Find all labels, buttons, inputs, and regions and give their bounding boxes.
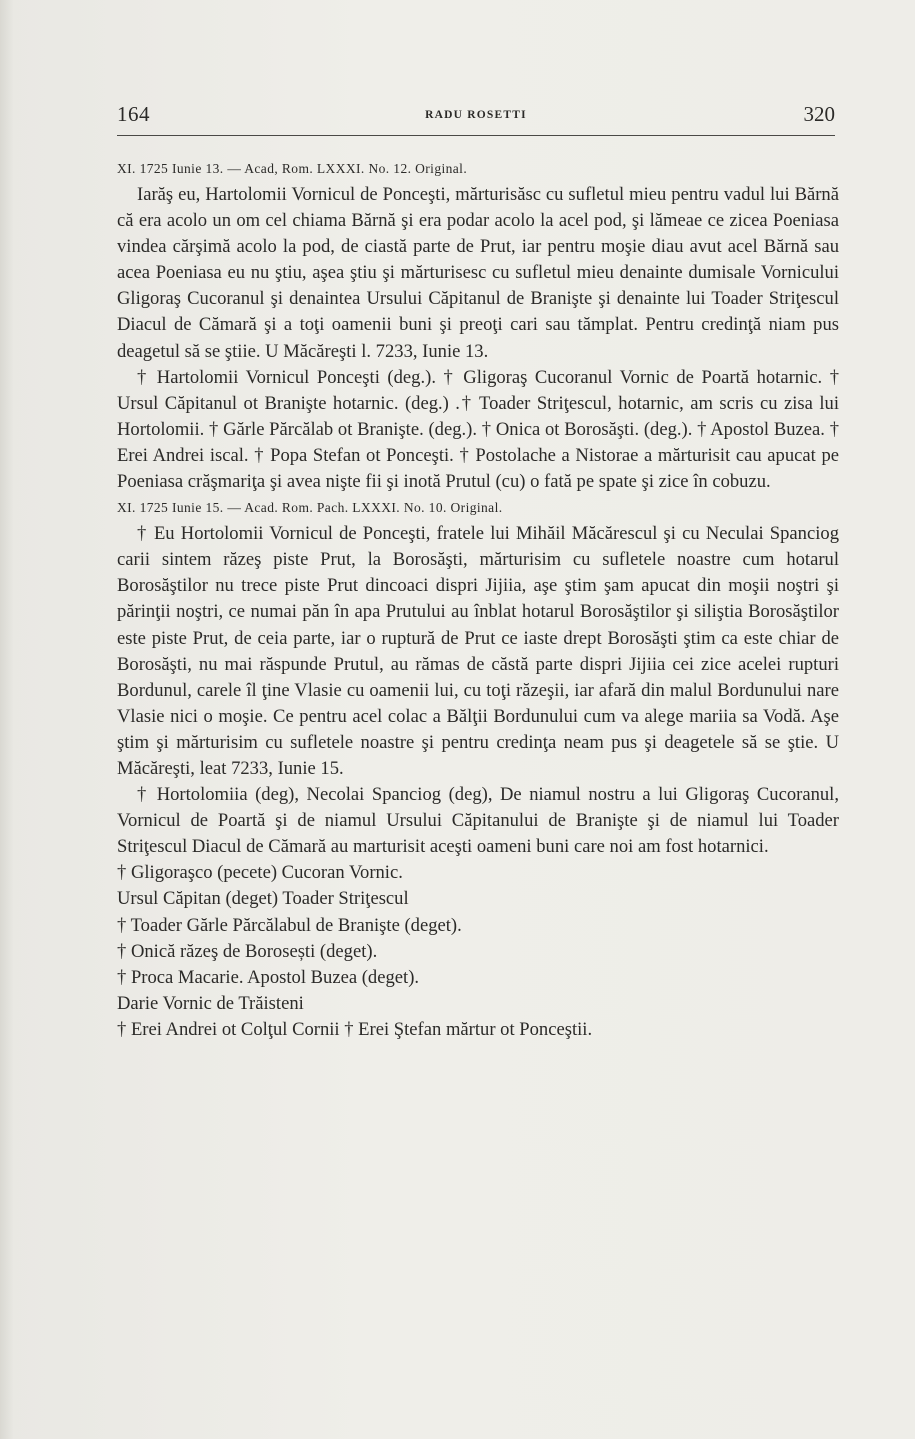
page-number: 164 xyxy=(117,102,150,126)
page-header xyxy=(117,100,835,138)
signature-line: † Onică răzeş de Borosești (deget). xyxy=(117,940,378,962)
page-gutter-shadow xyxy=(0,0,14,1439)
signature-line: † Erei Andrei ot Colţul Cornii † Erei Ştefan mărtur ot Ponceştii. xyxy=(117,1018,593,1040)
page-body xyxy=(117,156,839,1043)
signature-line: Darie Vornic de Trăisteni xyxy=(117,992,304,1014)
doc1-signatures: † Hartolomii Vornicul Ponceşti (deg.). † Gligoraş Cucoranul Vornic de Poartă hotarnic. † Ursul Căpitanul ot Branişte hotarnic. (deg.) .† Toader Striţescul, hotarnic, am scris cu zisa lui Hortolomii. † Gărle Părcălab ot Branişte. (deg.). † Onica ot Borosăşti. (deg.). † Apostol Buzea. † Erei Andrei iscal. † Popa Stefan ot Ponceşti. † Postolache a Nistorae a mărturisit cau apucat pe Poeniasa crăşmariţa şi avea nişte fii şi inotă Prutul (cu) o fată pe spate şi zice în cobuzu. xyxy=(117,366,839,493)
signature-line: Ursul Căpitan (deget) Toader Striţescul xyxy=(117,888,409,910)
signature-line: † Gligoraşco (pecete) Cucoran Vornic. xyxy=(117,862,403,884)
document-number: 320 xyxy=(803,102,835,126)
doc1-source-note: XI. 1725 Iunie 13. — Acad, Rom. LXXXI. No. 12. Original. xyxy=(117,161,468,176)
doc2-paragraph: † Eu Hortolomii Vornicul de Ponceşti, fratele lui Mihăil Măcărescul şi cu Neculai Spanciog carii sintem răzeş piste Prut, la Borosăşti, mărturisim cu sufletele noastre cum hotarul Borosăştilor nu trece piste Prut dincoaci dispri Jijiia, aşe ştim şam apucat din moşii noştri şi părinţii noştri, ce numai păn în apa Prutului au înblat hotarul Borosăştilor şi siliştia Borosăştilor este piste Prut, de ceia parte, iar o ruptură de Prut ce iaste drept Borosăşti ştim ca este chiar de Borosăşti, nu mai răspunde Prutul, au rămas de căstă parte dispri Jijiia cei zice acelei rupturi Bordunul, carele îl ţine Vlasie cu oamenii lui, cu toţi răzeşii, iar afară din malul Bordunului nare Vlasie nici o moşie. Ce pentru acel colac a Bălţii Bordunului cum va alege mariia sa Vodă. Aşe ştim şi mărturisim cu sufletele noastre şi pentru credinţa neam pus şi deagetele să se ştie. U Măcăreşti, leat 7233, Iunie 15. xyxy=(117,523,839,779)
doc1-paragraph: Iarăş eu, Hartolomii Vornicul de Ponceşti, mărturisăsc cu sufletul mieu pentru vadul lui Bărnă că era acolo un om cel chiama Bărnă şi era podar acolo la acel pod, şi lămeae ce zicea Poeniasa vindea cărşimă acolo la pod, de ciastă parte de Prut, iar pentru moşie diau avut acel Bărnă sau acea Poeniasa eu nu ştiu, aşea ştiu şi mărturisesc cu sufletul mieu denainte dumisale Vornicului Gligoraş Cucoranul şi denaintea Ursului Căpitanul de Branişte şi denainte lui Toader Striţescul Diacul de Cămară şi a toţi oamenii buni şi preoţi cari sau tămplat. Pentru credinţă niam pus deagetul să se ştiie. U Măcăreşti l. 7233, Iunie 13. xyxy=(117,184,839,362)
doc2-source-note: XI. 1725 Iunie 15. — Acad. Rom. Pach. LXXXI. No. 10. Original. xyxy=(117,500,503,516)
running-head: RADU ROSETTI xyxy=(425,109,527,121)
signature-line: † Toader Gărle Părcălabul de Branişte (deget). xyxy=(117,914,462,936)
doc2-signatures-paragraph: † Hortolomiia (deg), Necolai Spanciog (deg), De niamul nostru a lui Gligoraş Cucoranul, Vornicul de Poartă şi de niamul Ursului Căpitanului de Branişte şi de niamul lui Toader Striţescul Diacul de Cămară au marturisit aceşti oameni buni care noi am fost hotarnici. xyxy=(117,784,839,858)
header-rule xyxy=(117,135,835,136)
signature-line: † Proca Macarie. Apostol Buzea (deget). xyxy=(117,966,420,988)
